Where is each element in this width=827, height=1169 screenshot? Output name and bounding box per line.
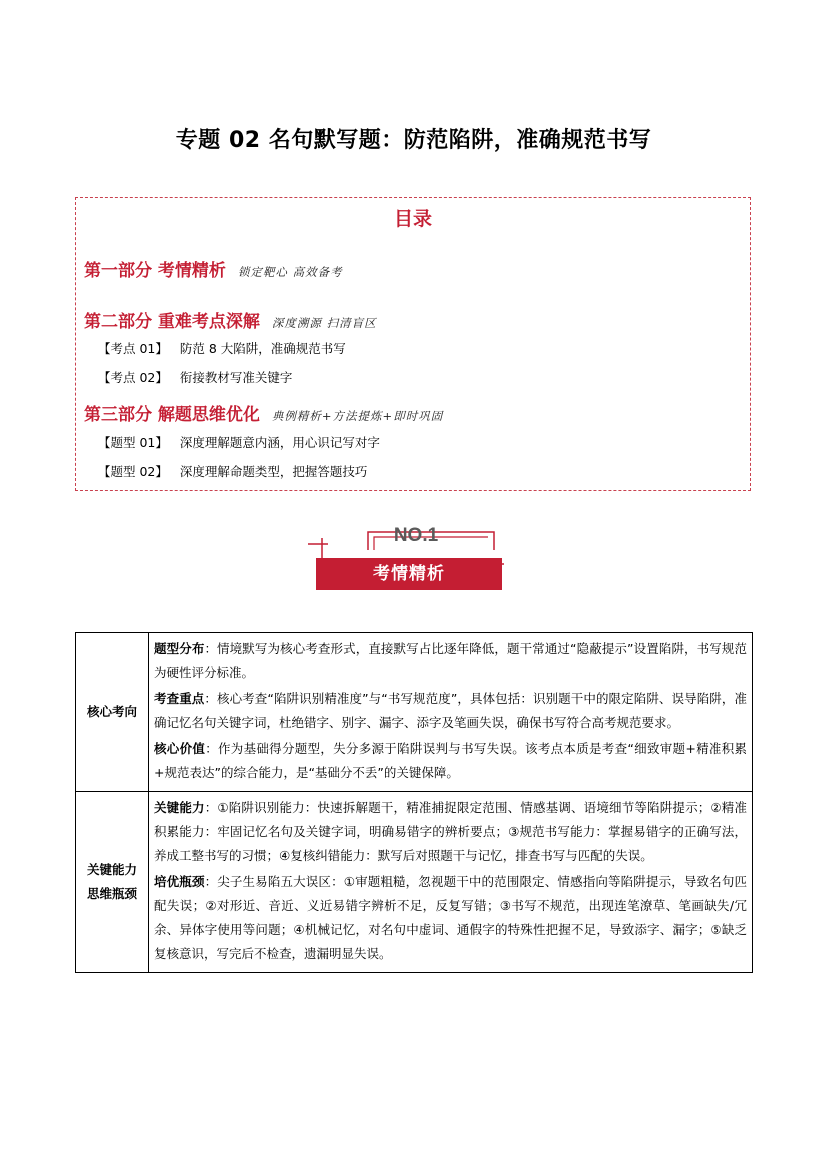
badge-number: NO.1 — [393, 525, 439, 546]
toc-part-3-title: 第三部分 解题思维优化 — [84, 405, 260, 425]
paragraph — [154, 796, 747, 868]
info-table — [75, 632, 753, 973]
paragraph — [154, 637, 747, 685]
table-of-contents — [75, 197, 751, 491]
toc-item-tag: 【题型 01】 — [98, 435, 168, 450]
toc-heading: 目录 — [393, 208, 432, 230]
toc-part-1-title: 第一部分 考情精析 — [84, 261, 226, 281]
row-content-core-direction — [149, 633, 753, 792]
row-content-key-ability — [149, 792, 753, 973]
toc-part-2-subtitle: 深度溯源 扫清盲区 — [271, 316, 377, 330]
paragraph-text: ：作为基础得分题型，失分多源于陷阱误判与书写失误。该考点本质是考查“细致审题+精准积累+规范表达”的综合能力，是“基础分不丢”的关键保障。 — [154, 741, 747, 780]
table-row — [76, 633, 753, 792]
paragraph — [154, 687, 747, 735]
toc-item-text: 深度理解题意内涵，用心识记写对字 — [179, 435, 380, 450]
toc-item-tag: 【考点 01】 — [98, 341, 168, 356]
toc-item — [98, 433, 380, 453]
toc-item-text: 深度理解命题类型，把握答题技巧 — [179, 464, 368, 479]
row-label-line: 思维瓶颈 — [86, 886, 137, 901]
toc-part-1-subtitle: 锁定靶心 高效备考 — [237, 265, 343, 279]
paragraph-key: 培优瓶颈 — [154, 874, 205, 889]
toc-part-3 — [84, 403, 443, 428]
paragraph-text: ：尖子生易陷五大误区：①审题粗糙，忽视题干中的范围限定、情感指向等陷阱提示，导致名句匹配失误；②对形近、音近、义近易错字辨析不足，反复写错；③书写不规范，出现连笔潦草、笔画缺失/冗余、异体字使用等问题；④机械记忆，对名句中虚词、通假字的特殊性把握不足，导致添字、漏字；⑤缺乏复核意识，写完后不检查，遗漏明显失误。 — [154, 874, 747, 961]
section-badge — [308, 520, 508, 595]
badge-label: 考情精析 — [316, 558, 502, 590]
toc-part-1 — [84, 259, 343, 284]
paragraph-key: 题型分布 — [154, 641, 205, 656]
row-label-core-direction: 核心考向 — [76, 633, 149, 792]
toc-item-text: 衔接教材写准关键字 — [179, 370, 293, 385]
paragraph — [154, 870, 747, 966]
row-label-line: 关键能力 — [86, 862, 137, 877]
table-row — [76, 792, 753, 973]
toc-item-text: 防范 8 大陷阱，准确规范书写 — [179, 341, 346, 356]
row-label-key-ability — [76, 792, 149, 973]
paragraph-text: ：①陷阱识别能力：快速拆解题干，精准捕捉限定范围、情感基调、语境细节等陷阱提示；②精准积累能力：牢固记忆名句及关键字词，明确易错字的辨析要点；③规范书写能力：掌握易错字的正确写法，养成工整书写的习惯；④复核纠错能力：默写后对照题干与记忆，排查书写与匹配的失误。 — [154, 800, 747, 863]
toc-part-2 — [84, 310, 377, 335]
toc-item — [98, 368, 292, 388]
paragraph — [154, 737, 747, 785]
paragraph-key: 核心价值 — [154, 741, 206, 756]
toc-part-3-subtitle: 典例精析+方法提炼+即时巩固 — [271, 409, 444, 423]
toc-item — [98, 462, 367, 482]
toc-item — [98, 339, 346, 359]
paragraph-key: 关键能力 — [154, 800, 205, 815]
toc-part-2-title: 第二部分 重难考点深解 — [84, 312, 260, 332]
paragraph-key: 考查重点 — [154, 691, 205, 706]
page-title: 专题 02 名句默写题：防范陷阱，准确规范书写 — [175, 128, 652, 153]
toc-item-tag: 【题型 02】 — [98, 464, 168, 479]
toc-item-tag: 【考点 02】 — [98, 370, 168, 385]
paragraph-text: ：情境默写为核心考查形式，直接默写占比逐年降低，题干常通过“隐蔽提示”设置陷阱，书写规范为硬性评分标准。 — [154, 641, 747, 680]
paragraph-text: ：核心考查“陷阱识别精准度”与“书写规范度”，具体包括：识别题干中的限定陷阱、误导陷阱，准确记忆名句关键字词，杜绝错字、别字、漏字、添字及笔画失误，确保书写符合高考规范要求。 — [154, 691, 747, 730]
